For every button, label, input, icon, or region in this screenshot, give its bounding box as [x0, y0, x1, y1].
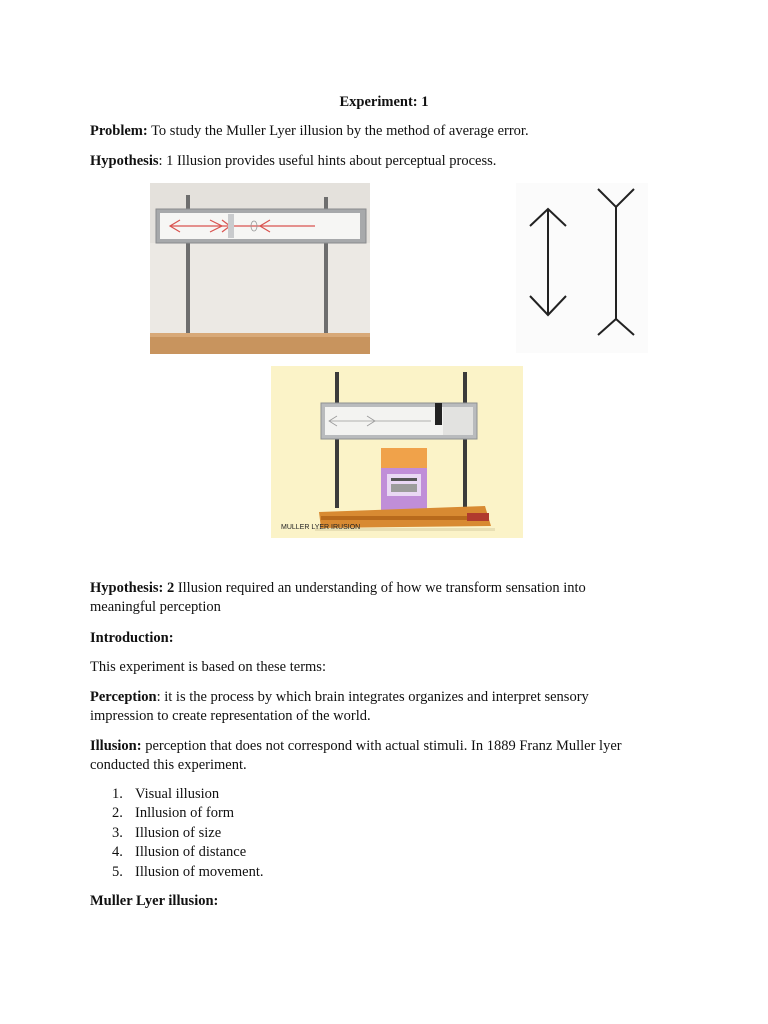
- list-item: 2. Inllusion of form: [112, 805, 235, 822]
- apparatus-photo-1-image: [150, 183, 370, 354]
- hypothesis1-label: Hypothesis: [90, 153, 159, 169]
- intro-text: This experiment is based on these terms:: [90, 659, 326, 675]
- hypothesis2-text: Illusion required an understanding of how we transform sensation into meaningful perception: [90, 580, 586, 615]
- illusion-label: Illusion:: [90, 738, 142, 754]
- apparatus-photo-1: [150, 183, 370, 354]
- apparatus-photo-2: [271, 366, 523, 538]
- hypothesis2-paragraph: [90, 579, 650, 617]
- introduction-heading: Introduction:: [90, 630, 174, 646]
- problem-label: Problem:: [90, 123, 148, 139]
- problem-paragraph: [90, 122, 650, 141]
- page-title: Experiment: 1: [339, 94, 429, 110]
- hypothesis1-paragraph: [90, 152, 650, 171]
- apparatus-photo-2-image: [271, 366, 523, 538]
- illusion-types-list: [90, 785, 263, 882]
- perception-paragraph: [90, 688, 630, 726]
- muller-lyer-diagram: [516, 183, 648, 353]
- muller-lyer-heading: Muller Lyer illusion:: [90, 893, 219, 909]
- perception-label: Perception: [90, 689, 157, 705]
- illusion-paragraph: [90, 737, 650, 775]
- muller-lyer-figures: [516, 183, 648, 353]
- hypothesis1-text: : 1 Illusion provides useful hints about perceptual process.: [158, 153, 497, 169]
- list-item: 3. Illusion of size: [112, 824, 222, 841]
- list-item: 1. Visual illusion: [112, 786, 220, 802]
- perception-text: : it is the process by which brain integrates organizes and interpret sensory impression to create representation of the world.: [90, 689, 589, 724]
- photo2-caption: MULLER LYER IRUSION: [281, 524, 361, 531]
- illusion-text: perception that does not correspond with actual stimuli. In 1889 Franz Muller lyer conducted this experiment.: [90, 738, 622, 773]
- list-item: 5. Illusion of movement.: [112, 863, 264, 880]
- hypothesis2-label: Hypothesis: 2: [90, 580, 175, 596]
- list-item: 4. Illusion of distance: [112, 844, 247, 861]
- problem-text: To study the Muller Lyer illusion by the method of average error.: [147, 123, 529, 139]
